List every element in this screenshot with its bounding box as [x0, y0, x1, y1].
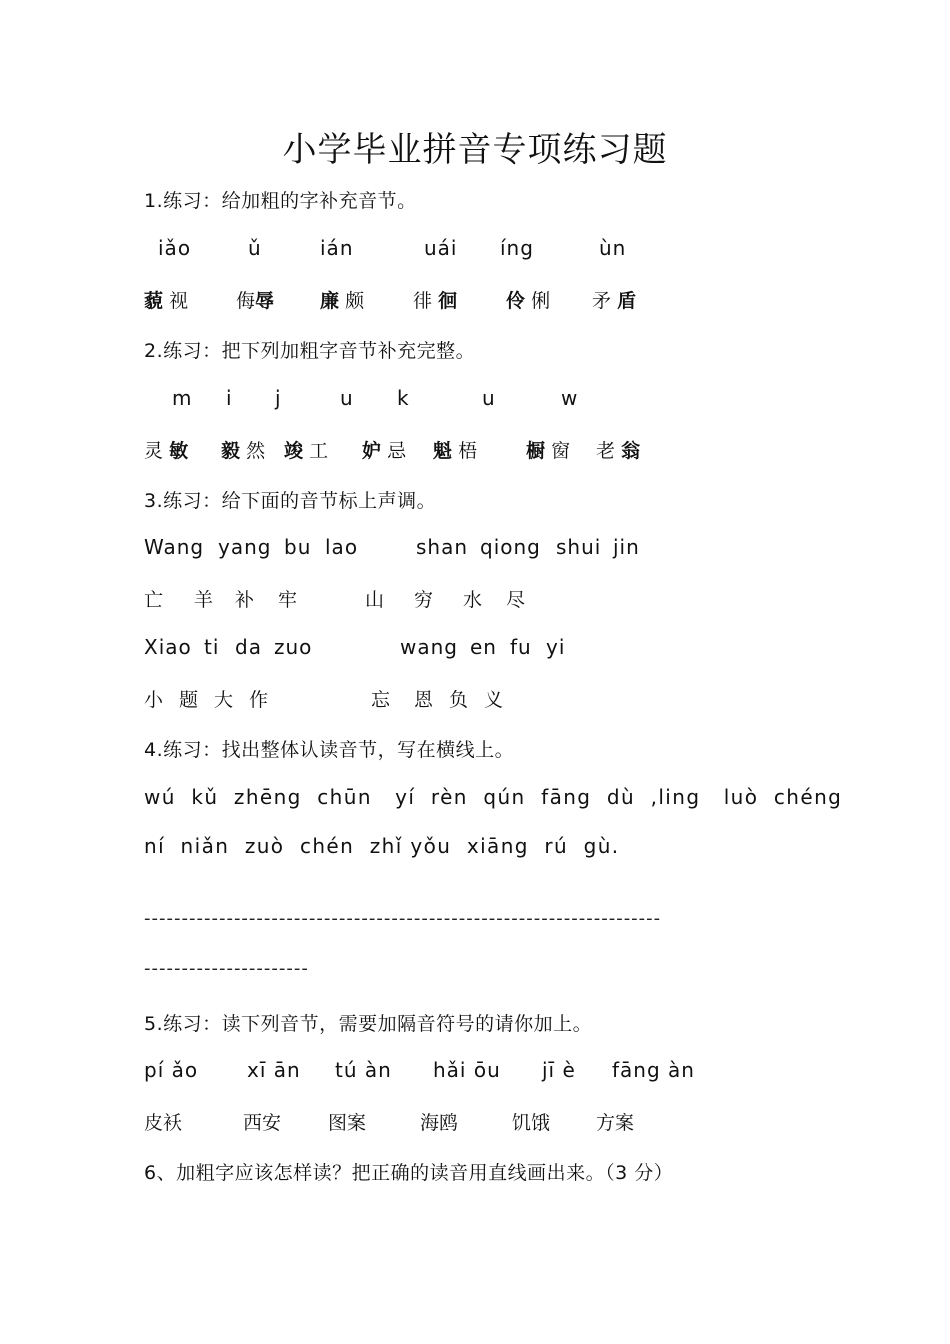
q5-pinyin: pí ǎo: [144, 1058, 199, 1082]
plain-char: 灵: [144, 440, 164, 462]
plain-char: 然: [246, 440, 266, 462]
bold-char: 廉: [320, 290, 340, 312]
q2-pinyin: u: [482, 386, 496, 410]
q1-word: [413, 286, 457, 313]
bold-char: 敏: [169, 440, 189, 462]
q3-char: 小: [144, 689, 164, 711]
q1-pinyin: ián: [320, 236, 354, 260]
q2-word: [221, 436, 265, 463]
q5-word: 海鸥: [420, 1112, 459, 1134]
q3-char: 忘: [371, 689, 391, 711]
q1-word: [592, 286, 636, 313]
q5-pinyin: xī ān: [247, 1058, 301, 1082]
q1-pinyin: iǎo: [158, 236, 192, 260]
q2-pinyin: u: [340, 386, 354, 410]
q3-pinyin: Xiao: [144, 635, 192, 659]
q3-char: 大: [214, 689, 234, 711]
q1-word: [236, 286, 274, 313]
plain-char: 徘: [413, 290, 433, 312]
q3-pinyin: wang: [400, 635, 458, 659]
q5-word: 图案: [328, 1112, 367, 1134]
q2-pinyin: k: [397, 386, 410, 410]
q3-pinyin: da: [235, 635, 262, 659]
q3-pinyin: yi: [546, 635, 566, 659]
q5-word: 方案: [596, 1112, 635, 1134]
q3-pinyin: Wang: [144, 535, 205, 559]
plain-char: 窗: [551, 440, 571, 462]
q1-pinyin: ùn: [599, 236, 627, 260]
q3-char: 山: [365, 589, 385, 611]
q1-word: [144, 286, 188, 313]
q3-char: 牢: [278, 589, 298, 611]
q3-char: 亡: [144, 589, 164, 611]
q5-word: 饥饿: [512, 1112, 551, 1134]
q1-label: 1.练习：给加粗的字补充音节。: [144, 190, 417, 212]
q2-pinyin: m: [172, 386, 193, 410]
page-title: 小学毕业拼音专项练习题: [282, 130, 668, 170]
q5-pinyin: jī è: [542, 1058, 576, 1082]
bold-char: 藐: [144, 290, 164, 312]
q3-pinyin: bu: [284, 535, 312, 559]
q3-char: 补: [235, 589, 255, 611]
q1-pinyin: uái: [424, 236, 458, 260]
q3-char: 水: [463, 589, 483, 611]
bold-char: 橱: [526, 440, 546, 462]
q2-pinyin: w: [561, 386, 579, 410]
plain-char: 侮: [236, 290, 256, 312]
q4-syllables-line: ní niǎn zuò chén zhǐ yǒu xiāng rú gù.: [144, 834, 620, 858]
q3-pinyin: jin: [613, 535, 640, 559]
bold-char: 伶: [506, 290, 526, 312]
plain-char: 忌: [387, 440, 407, 462]
q2-word: [433, 436, 477, 463]
q3-char: 负: [449, 689, 469, 711]
bold-char: 竣: [284, 440, 304, 462]
bold-char: 徊: [438, 290, 458, 312]
answer-blank-line: ----------------------: [144, 958, 309, 979]
q1-pinyin: íng: [500, 236, 534, 260]
q3-char: 羊: [194, 589, 214, 611]
q3-label: 3.练习：给下面的音节标上声调。: [144, 490, 437, 512]
q3-pinyin: yang: [218, 535, 272, 559]
q1-word: [506, 286, 550, 313]
q1-word: [320, 286, 364, 313]
q4-syllables-line: wú kǔ zhēng chūn yí rèn qún fāng dù ,ling luò chéng: [144, 785, 843, 809]
bold-char: 辱: [255, 290, 275, 312]
q3-pinyin: lao: [325, 535, 359, 559]
q6-label: 6、加粗字应该怎样读？把正确的读音用直线画出来。（3 分）: [144, 1162, 674, 1184]
plain-char: 老: [596, 440, 616, 462]
plain-char: 颇: [345, 290, 365, 312]
q2-pinyin: i: [226, 386, 233, 410]
plain-char: 俐: [531, 290, 551, 312]
q2-label: 2.练习：把下列加粗字音节补充完整。: [144, 340, 476, 362]
q2-pinyin: j: [275, 386, 282, 410]
q2-word: [144, 436, 188, 463]
q3-pinyin: shan: [416, 535, 469, 559]
q1-pinyin: ǔ: [248, 236, 262, 260]
q4-label: 4.练习：找出整体认读音节，写在横线上。: [144, 739, 515, 761]
q3-char: 作: [249, 689, 269, 711]
q3-char: 恩: [414, 689, 434, 711]
bold-char: 翁: [621, 440, 641, 462]
bold-char: 毅: [221, 440, 241, 462]
q2-word: [284, 436, 328, 463]
q5-pinyin: tú àn: [335, 1058, 392, 1082]
answer-blank-line: ---------------------------------------------------------------------: [144, 908, 662, 929]
q3-pinyin: fu: [510, 635, 532, 659]
q5-pinyin: fāng àn: [612, 1058, 695, 1082]
q2-word: [362, 436, 406, 463]
q2-word: [526, 436, 570, 463]
q3-char: 尽: [506, 589, 526, 611]
q3-char: 题: [179, 689, 199, 711]
q3-pinyin: zuo: [274, 635, 313, 659]
plain-char: 梧: [458, 440, 478, 462]
q5-word: 皮袄: [144, 1112, 183, 1134]
q5-pinyin: hǎi ōu: [433, 1058, 501, 1082]
q3-pinyin: en: [470, 635, 497, 659]
q3-pinyin: ti: [204, 635, 220, 659]
plain-char: 工: [309, 440, 329, 462]
bold-char: 盾: [617, 290, 637, 312]
bold-char: 妒: [362, 440, 382, 462]
q3-pinyin: qiong: [480, 535, 541, 559]
q2-word: [596, 436, 640, 463]
q3-pinyin: shui: [556, 535, 602, 559]
plain-char: 视: [169, 290, 189, 312]
plain-char: 矛: [592, 290, 612, 312]
q5-label: 5.练习：读下列音节，需要加隔音符号的请你加上。: [144, 1013, 593, 1035]
bold-char: 魁: [433, 440, 453, 462]
q3-char: 义: [484, 689, 504, 711]
q3-char: 穷: [414, 589, 434, 611]
q5-word: 西安: [243, 1112, 282, 1134]
